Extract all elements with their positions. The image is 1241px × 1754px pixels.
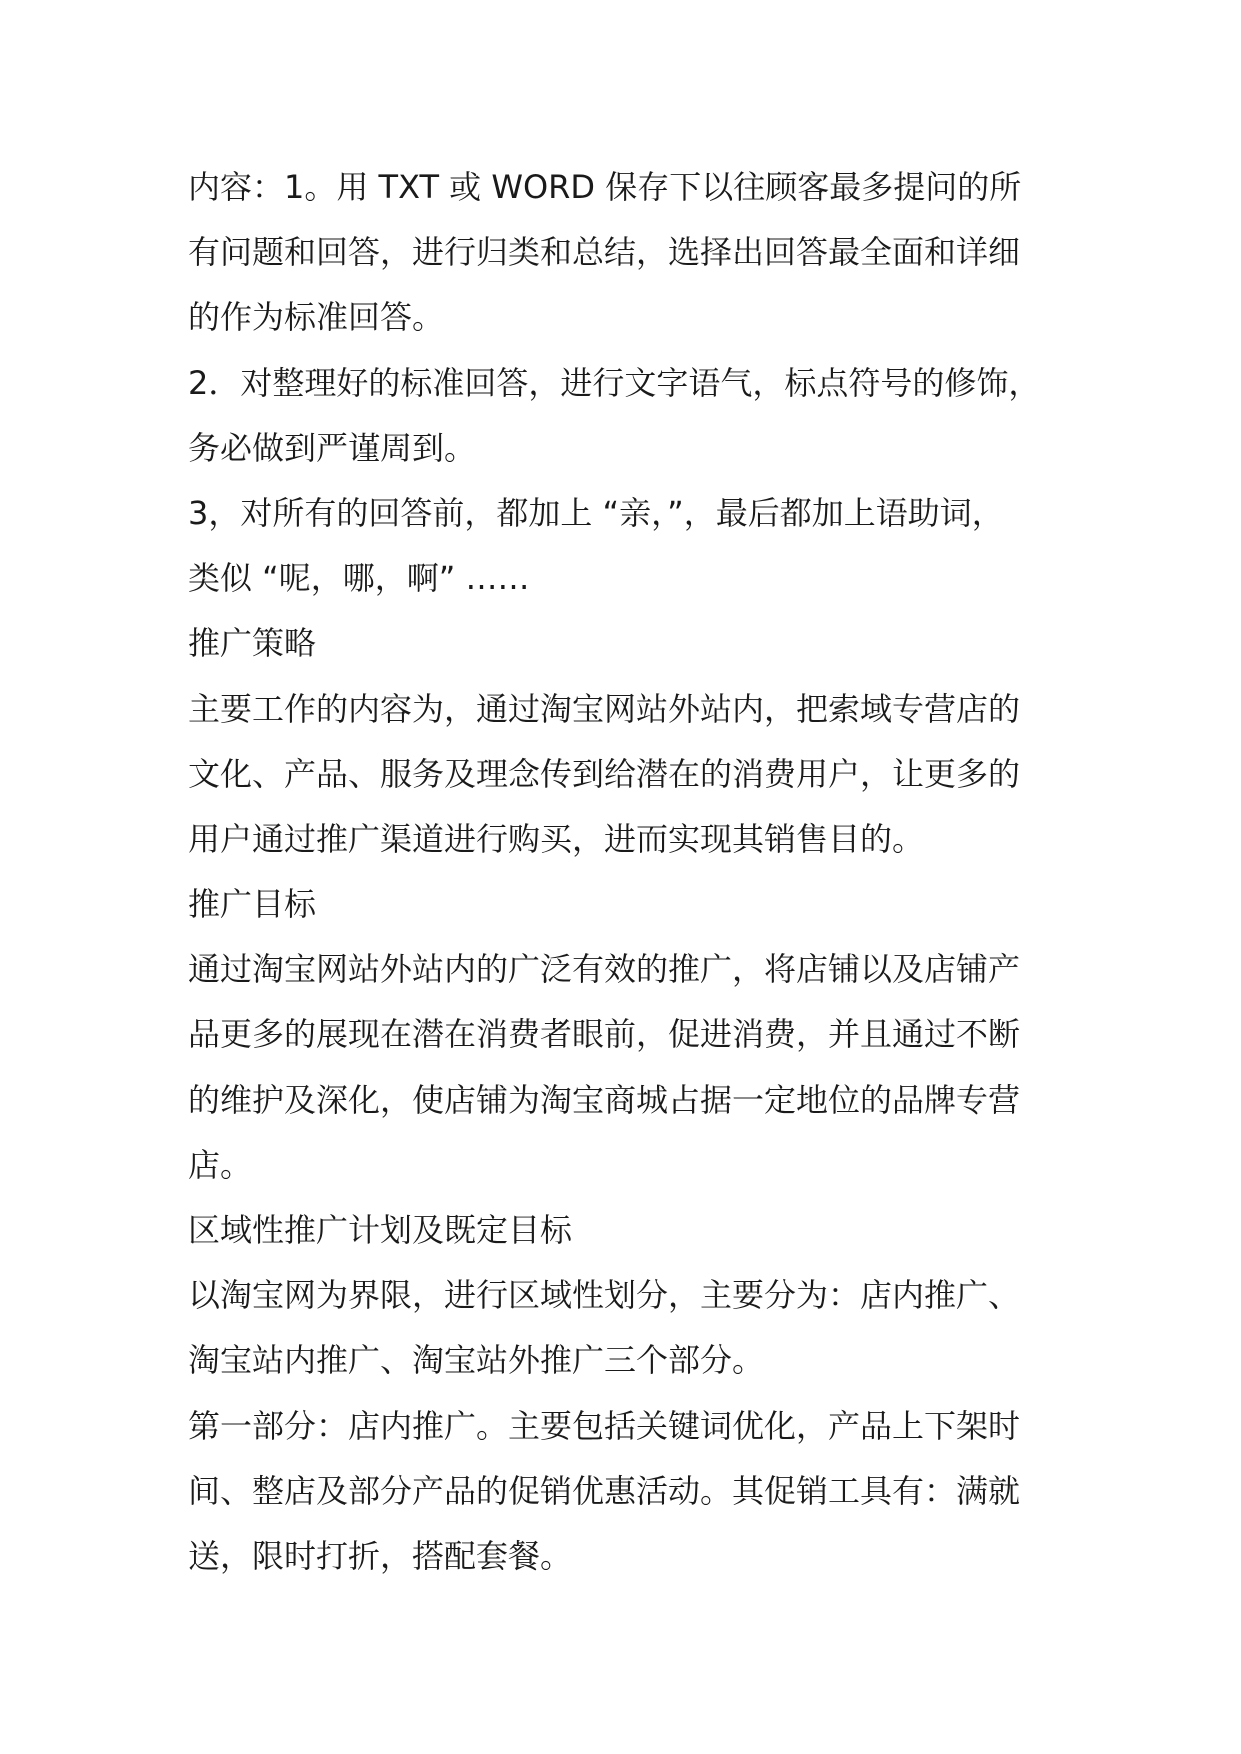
text-line: 有问题和回答，进行归类和总结，选择出回答最全面和详细 <box>188 233 1021 272</box>
text-line: 淘宝站内推广、淘宝站外推广三个部分。 <box>188 1341 765 1380</box>
text-line: 类似 “呢，哪，啊” …… <box>188 559 530 598</box>
text-line: 内容：1。用 TXT 或 WORD 保存下以往顾客最多提问的所 <box>188 168 1022 206</box>
text-line: 品更多的展现在潜在消费者眼前，促进消费，并且通过不断 <box>188 1015 1021 1054</box>
section-heading: 推广策略 <box>188 624 317 663</box>
section-heading: 推广目标 <box>188 885 317 924</box>
text-line: 通过淘宝网站外站内的广泛有效的推广，将店铺以及店铺产 <box>188 950 1021 989</box>
text-line: 第一部分：店内推广。主要包括关键词优化，产品上下架时 <box>188 1406 1021 1445</box>
section-heading: 区域性推广计划及既定目标 <box>188 1211 573 1249</box>
text-line: 店。 <box>188 1145 253 1184</box>
text-line: 以淘宝网为界限，进行区域性划分，主要分为：店内推广、 <box>188 1276 1021 1315</box>
text-line: 务必做到严谨周到。 <box>188 428 477 467</box>
text-line: 的作为标准回答。 <box>188 298 445 337</box>
document-body <box>188 155 1068 1589</box>
text-line: 2．对整理好的标准回答，进行文字语气，标点符号的修饰， <box>188 363 1041 402</box>
text-line: 的维护及深化，使店铺为淘宝商城占据一定地位的品牌专营 <box>188 1080 1021 1119</box>
text-line: 用户通过推广渠道进行购买，进而实现其销售目的。 <box>188 819 925 858</box>
text-line: 送，限时打折，搭配套餐。 <box>188 1536 573 1575</box>
text-line: 间、整店及部分产品的促销优惠活动。其促销工具有：满就 <box>188 1471 1021 1510</box>
text-line: 3，对所有的回答前，都加上 “亲，”，最后都加上语助词， <box>188 493 1004 532</box>
text-line: 主要工作的内容为，通过淘宝网站外站内，把索域专营店的 <box>188 689 1021 728</box>
text-line: 文化、产品、服务及理念传到给潜在的消费用户，让更多的 <box>188 754 1021 793</box>
